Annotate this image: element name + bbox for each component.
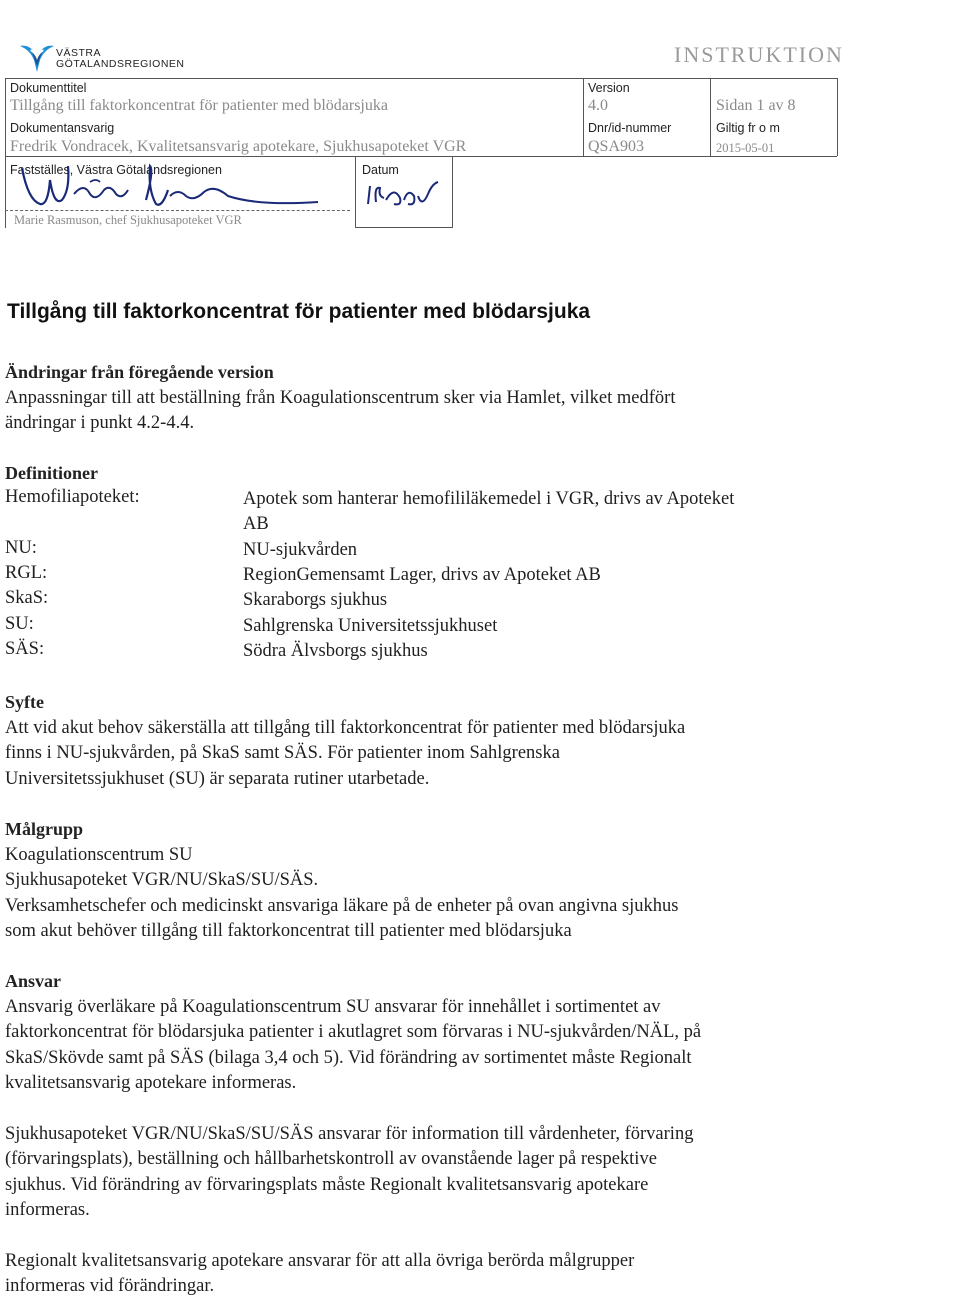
changes-text — [5, 386, 905, 437]
version-label: Version — [588, 81, 630, 95]
definition-desc: Skaraborgs sjukhus — [243, 590, 388, 610]
syfte-text — [5, 716, 925, 792]
handwritten-signature — [18, 160, 338, 220]
ansvar-line: kvalitetsansvarig apotekare informeras. — [5, 1072, 297, 1093]
vgr-logo — [18, 42, 56, 81]
definitions-list — [0, 487, 960, 667]
responsible-value: Fredrik Vondracek, Kvalitetsansvarig apotekare, Sjukhusapoteket VGR — [10, 138, 467, 155]
malgrupp-line: som akut behöver tillgång till faktorkoncentrat till patienter med blödarsjuka — [5, 920, 572, 941]
valid-from-label: Giltig fr o m — [716, 121, 780, 135]
logo-text — [56, 48, 185, 70]
header-rule-top — [5, 78, 837, 79]
header-rule-left — [5, 78, 6, 228]
header-divider-2 — [710, 78, 711, 156]
malgrupp-line: Verksamhetschefer och medicinskt ansvariga läkare på de enheter på ovan angivna sjukhus — [5, 895, 679, 916]
doc-title-label: Dokumenttitel — [10, 81, 87, 95]
approval-rule-bottom — [355, 227, 453, 228]
malgrupp-line: Koagulationscentrum SU — [5, 845, 193, 865]
header-rule-right — [837, 78, 838, 156]
ansvar-line: informeras vid förändringar. — [5, 1276, 215, 1297]
definition-term: SU: — [5, 614, 34, 634]
malgrupp-line: Sjukhusapoteket VGR/NU/SkaS/SU/SÄS. — [5, 870, 319, 891]
id-value: QSA903 — [588, 138, 645, 155]
ansvar-paragraph-3 — [5, 1249, 945, 1300]
ansvar-line: Ansvarig överläkare på Koagulationscentrum SU ansvarar för innehållet i sortimentet av — [5, 997, 661, 1017]
version-value: 4.0 — [588, 97, 608, 114]
changes-heading: Ändringar från föregående version — [5, 362, 274, 382]
ansvar-heading: Ansvar — [5, 971, 62, 991]
definition-desc-line: Apotek som hanterar hemofililäkemedel i VGR, drivs av Apoteket — [243, 489, 735, 509]
header-divider-1 — [583, 78, 584, 156]
header-rule-bottom — [5, 156, 837, 157]
date-label: Datum — [362, 163, 399, 177]
approved-label: Fastställes, Västra Götalandsregionen — [10, 163, 222, 177]
handwritten-date — [364, 176, 444, 223]
definition-term: SkaS: — [5, 588, 49, 608]
ansvar-line: (förvaringsplats), beställning och hållbarhetskontroll av ovanstående lager på respektive — [5, 1149, 657, 1170]
changes-line: Anpassningar till att beställning från Koagulationscentrum sker via Hamlet, vilket medfört — [5, 388, 676, 408]
syfte-heading: Syfte — [5, 692, 44, 712]
ansvar-paragraph-2 — [5, 1122, 945, 1223]
valid-from-value: 2015-05-01 — [716, 141, 775, 155]
id-label: Dnr/id-nummer — [588, 121, 672, 135]
logo-line1: VÄSTRA — [56, 47, 102, 59]
ansvar-line: SkaS/Skövde samt på SÄS (bilaga 3,4 och 5). Vid förändring av sortimentet måste Regionalt — [5, 1047, 692, 1068]
page-indicator: Sidan 1 av 8 — [716, 97, 796, 114]
syfte-line: Att vid akut behov säkerställa att tillgång till faktorkoncentrat för patienter med blödarsjuka — [5, 718, 686, 738]
document-type: INSTRUKTION — [674, 42, 844, 67]
ansvar-line: Sjukhusapoteket VGR/NU/SkaS/SU/SÄS ansvarar för information till vårdenheter, förvaring — [5, 1124, 694, 1144]
changes-line: ändringar i punkt 4.2-4.4. — [5, 413, 195, 434]
definition-term: NU: — [5, 538, 37, 558]
ansvar-paragraph-1 — [5, 995, 945, 1096]
definition-desc-line: AB — [243, 514, 269, 535]
malgrupp-text — [5, 843, 925, 944]
definition-desc: Sahlgrenska Universitetssjukhuset — [243, 616, 498, 636]
definition-desc — [243, 487, 843, 538]
document-title: Tillgång till faktorkoncentrat för patienter med blödarsjuka — [7, 300, 591, 323]
definition-desc: NU-sjukvården — [243, 540, 358, 560]
approval-divider — [355, 156, 356, 228]
ansvar-line: informeras. — [5, 1199, 90, 1220]
responsible-label: Dokumentansvarig — [10, 121, 115, 135]
approver-name: Marie Rasmuson, chef Sjukhusapoteket VGR — [14, 213, 242, 227]
definition-desc: RegionGemensamt Lager, drivs av Apoteket AB — [243, 565, 601, 585]
syfte-line: Universitetssjukhuset (SU) är separata rutiner utarbetade. — [5, 768, 430, 789]
ansvar-line: sjukhus. Vid förändring av förvaringsplats måste Regionalt kvalitetsansvarig apotekare — [5, 1174, 649, 1195]
definition-term: Hemofiliapoteket: — [5, 487, 140, 507]
syfte-line: finns i NU-sjukvården, på SkaS samt SÄS. För patienter inom Sahlgrenska — [5, 743, 560, 764]
doc-title-value: Tillgång till faktorkoncentrat för patienter med blödarsjuka — [10, 97, 388, 114]
logo-line2: GÖTALANDSREGIONEN — [56, 58, 185, 70]
vgr-logo-icon — [18, 42, 56, 76]
definition-term: SÄS: — [5, 639, 45, 659]
malgrupp-heading: Målgrupp — [5, 819, 84, 839]
approval-rule-right — [452, 156, 453, 228]
definitions-heading: Definitioner — [5, 463, 98, 483]
ansvar-line: Regionalt kvalitetsansvarig apotekare ansvarar för att alla övriga berörda målgrupper — [5, 1251, 635, 1271]
definition-term: RGL: — [5, 563, 48, 583]
ansvar-line: faktorkoncentrat för blödarsjuka patienter i akutlagret som förvaras i NU-sjukvården/NÄL, på — [5, 1022, 702, 1043]
definition-desc: Södra Älvsborgs sjukhus — [243, 641, 428, 661]
